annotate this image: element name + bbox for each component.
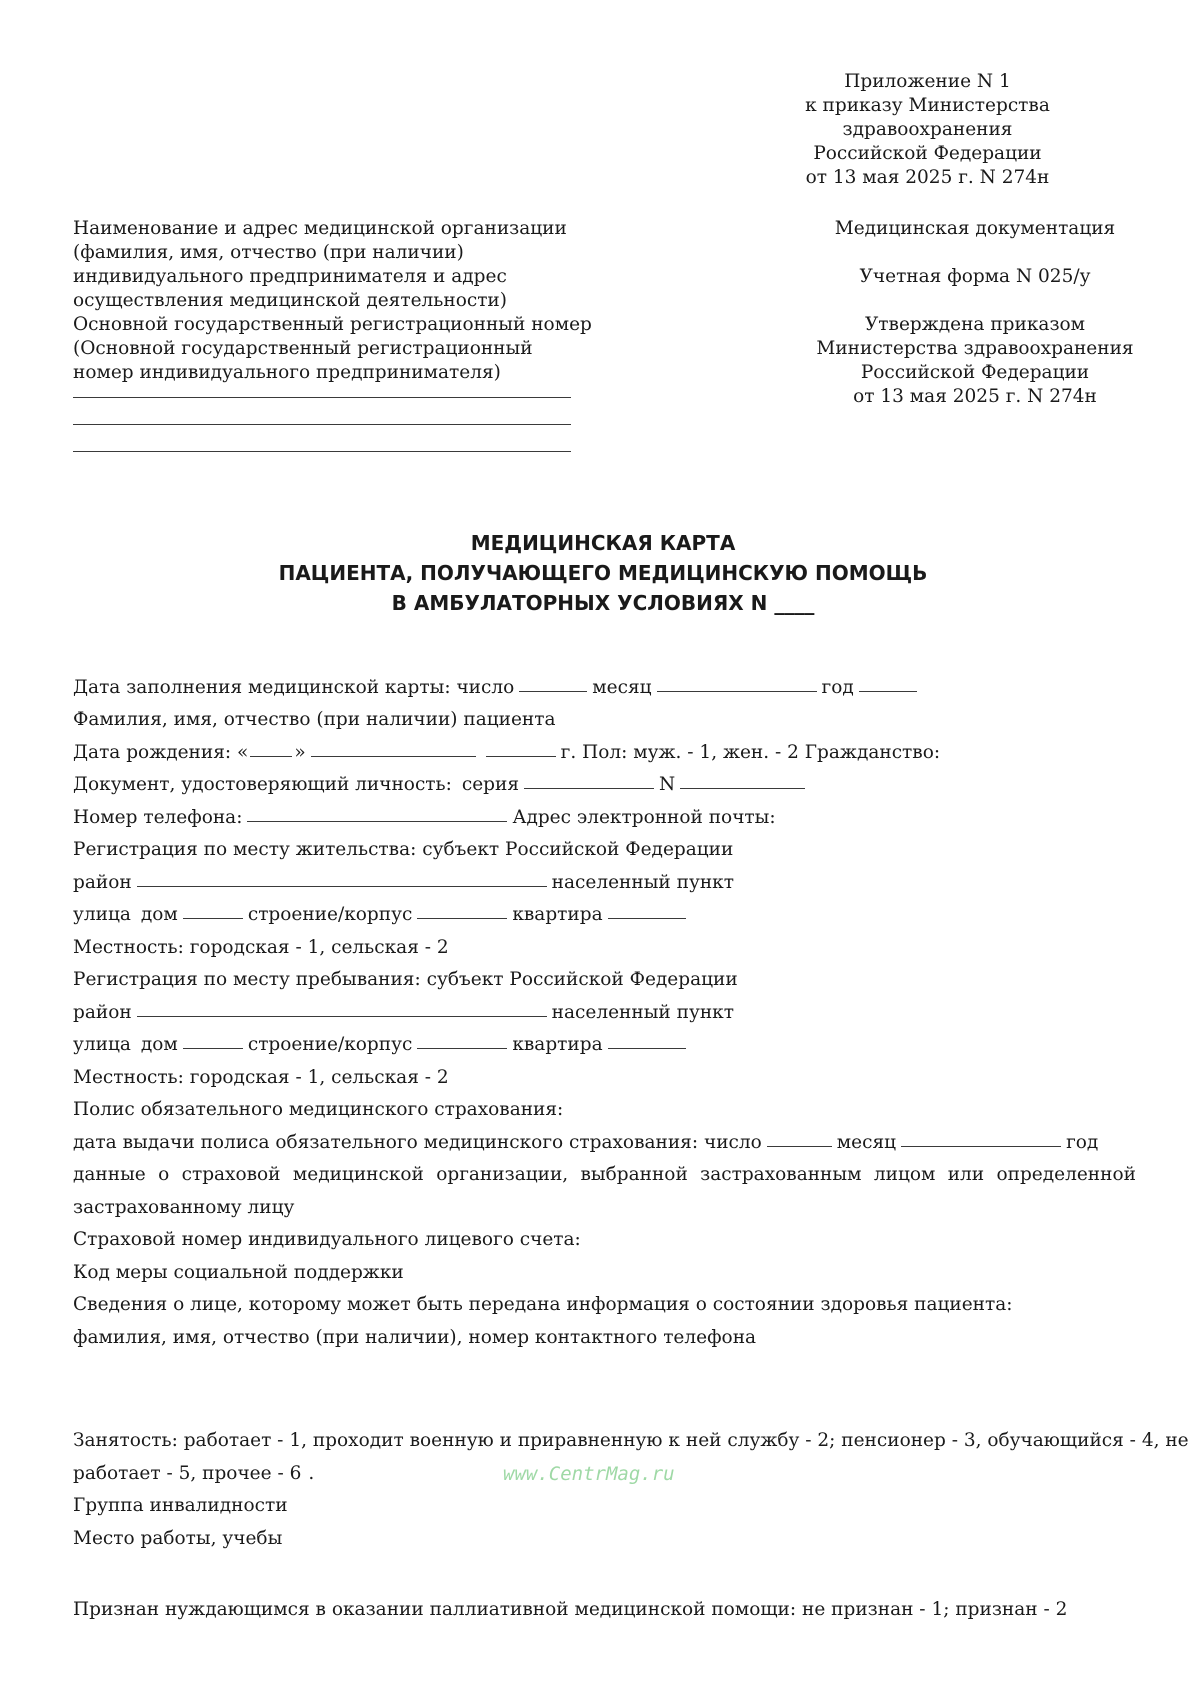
residence-building-field[interactable] <box>417 918 507 919</box>
appendix-line: к приказу Министерства здравоохранения <box>805 95 1050 140</box>
org-label-line: осуществления медицинской деятельности) <box>73 290 507 311</box>
form-row-stay-district <box>73 990 1136 1023</box>
form-row-workplace-extra <box>73 1549 1136 1582</box>
field-label: фамилия, имя, отчество (при наличии), номер контактного телефона <box>73 1326 757 1348</box>
org-blank-line[interactable] <box>73 451 571 452</box>
form-row-fio <box>73 698 1136 731</box>
form-row-fill-date <box>73 665 1136 698</box>
field-label: район <box>73 871 132 893</box>
field-label: год <box>1066 1131 1099 1153</box>
form-row-contact-fio <box>73 1315 1136 1348</box>
field-label: год <box>821 676 854 698</box>
approval-line: Утверждена приказом <box>864 314 1086 335</box>
fill-day-field[interactable] <box>519 691 587 692</box>
form-row-social <box>73 1250 1136 1283</box>
field-label: Сведения о лице, которому может быть передана информация о состоянии здоровья пациента: <box>73 1294 1013 1315</box>
form-row-oms <box>73 1088 1136 1121</box>
appendix-header <box>720 70 1135 190</box>
title-line: В АМБУЛАТОРНЫХ УСЛОВИЯХ N ____ <box>391 591 815 615</box>
org-blank-line[interactable] <box>73 397 571 398</box>
field-label: населенный пункт <box>551 871 734 893</box>
form-row-residence-locality <box>73 925 1136 958</box>
field-label: дом <box>140 904 178 925</box>
form-meta-block <box>800 217 1150 409</box>
birth-year-field[interactable] <box>486 756 556 757</box>
word: организации, <box>436 1164 569 1185</box>
field-label: работает - 5, прочее - 6 <box>73 1462 302 1484</box>
doc-type: Медицинская документация <box>834 218 1116 239</box>
field-label: дата выдачи полиса обязательного медицинского страхования: число <box>73 1131 762 1153</box>
word: или <box>947 1164 985 1185</box>
approval-line: Российской Федерации <box>860 362 1090 383</box>
form-row-birth <box>73 730 1136 763</box>
field-label: Место работы, учебы <box>73 1527 283 1549</box>
appendix-line: от 13 мая 2025 г. N 274н <box>805 167 1050 188</box>
birth-day-field[interactable] <box>250 756 292 757</box>
org-blank-lines <box>73 397 593 452</box>
field-label: месяц <box>592 676 652 698</box>
form-row-contact-info <box>73 1283 1136 1316</box>
form-row-contact-extra-1 <box>73 1348 1136 1381</box>
field-label: Регистрация по месту жительства: субъект Российской Федерации <box>73 839 734 860</box>
field-label: » <box>294 741 306 763</box>
form-row-reg-residence <box>73 828 1136 861</box>
form-row-oms-date <box>73 1120 1136 1153</box>
appendix-line: Приложение N 1 <box>844 71 1011 92</box>
field-label: г. Пол: муж. - 1, жен. - 2 Гражданство: <box>560 741 941 763</box>
field-label: район <box>73 1001 132 1023</box>
fill-year-field[interactable] <box>859 691 917 692</box>
word: страховой <box>181 1164 281 1185</box>
form-row-disability <box>73 1484 1136 1517</box>
field-label: . <box>308 1462 315 1484</box>
birth-month-field[interactable] <box>311 756 476 757</box>
field-label: Дата рождения: « <box>73 741 249 763</box>
field-label: Регистрация по месту пребывания: субъект Российской Федерации <box>73 969 738 990</box>
phone-field[interactable] <box>247 821 507 822</box>
field-label: Группа инвалидности <box>73 1495 288 1516</box>
field-label: серия <box>461 774 519 795</box>
field-label: строение/корпус <box>247 904 413 925</box>
document-title <box>73 528 1133 618</box>
word: выбранной <box>580 1164 688 1185</box>
form-row-reg-stay <box>73 958 1136 991</box>
form-row-insurer <box>73 1153 1136 1186</box>
word: о <box>158 1164 170 1185</box>
appendix-line: Российской Федерации <box>813 143 1042 164</box>
form-row-stay-street <box>73 1023 1136 1056</box>
form-row-residence-district <box>73 860 1136 893</box>
field-label: Местность: городская - 1, сельская - 2 <box>73 1066 449 1088</box>
residence-flat-field[interactable] <box>608 918 686 919</box>
field-label: строение/корпус <box>247 1034 413 1055</box>
title-line: МЕДИЦИНСКАЯ КАРТА <box>470 531 736 555</box>
field-label: Номер телефона: <box>73 806 243 828</box>
field-label: улица <box>73 904 131 925</box>
field-label: населенный пункт <box>551 1001 734 1023</box>
field-label: Адрес электронной почты: <box>512 806 776 828</box>
field-label: Занятость: работает - 1, проходит военную и приравненную к ней службу - 2; пенсионер - 3, обучающийся - 4, не <box>73 1430 1189 1451</box>
field-label: квартира <box>512 904 603 925</box>
form-row-residence-street <box>73 893 1136 926</box>
residence-house-field[interactable] <box>183 918 243 919</box>
org-label-line: (фамилия, имя, отчество (при наличии) <box>73 242 464 263</box>
field-label: Код меры социальной поддержки <box>73 1261 404 1283</box>
field-label: застрахованному лицу <box>73 1196 295 1218</box>
title-line: ПАЦИЕНТА, ПОЛУЧАЮЩЕГО МЕДИЦИНСКУЮ ПОМОЩЬ <box>278 561 928 585</box>
org-blank-line[interactable] <box>73 424 571 425</box>
word: определенной <box>996 1164 1136 1185</box>
fill-month-field[interactable] <box>657 691 817 692</box>
field-label: N <box>659 774 676 795</box>
form-row-snils <box>73 1218 1136 1251</box>
field-label: Местность: городская - 1, сельская - 2 <box>73 936 449 958</box>
field-label: Фамилия, имя, отчество (при наличии) пациента <box>73 709 556 730</box>
organization-block <box>73 217 593 452</box>
org-label-line: номер индивидуального предпринимателя) <box>73 362 501 383</box>
stay-house-field[interactable] <box>183 1048 243 1049</box>
form-row-document <box>73 763 1136 796</box>
word: застрахованным <box>700 1164 862 1185</box>
stay-building-field[interactable] <box>417 1048 507 1049</box>
watermark: www.CentrMag.ru <box>503 1463 675 1485</box>
form-row-contact-extra-2 <box>73 1380 1136 1413</box>
form-row-employment <box>73 1419 1189 1452</box>
field-label: Полис обязательного медицинского страхования: <box>73 1099 564 1120</box>
org-label-line: (Основной государственный регистрационный <box>73 338 533 359</box>
oms-month-field[interactable] <box>901 1146 1061 1147</box>
approval-line: от 13 мая 2025 г. N 274н <box>853 386 1097 407</box>
field-label: Признан нуждающимся в оказании паллиативной медицинской помощи: не признан - 1; признан - 2 <box>73 1598 1068 1620</box>
oms-day-field[interactable] <box>767 1146 832 1147</box>
approval-line: Министерства здравоохранения <box>816 338 1134 359</box>
word: данные <box>73 1164 146 1185</box>
residence-district-field[interactable] <box>137 886 547 887</box>
org-label-line: Наименование и адрес медицинской организации <box>73 218 567 239</box>
form-row-palliative <box>73 1587 1136 1620</box>
org-label-line: Основной государственный регистрационный номер <box>73 314 592 335</box>
form-number: Учетная форма N 025/у <box>859 266 1091 287</box>
field-label: квартира <box>512 1034 603 1055</box>
form-row-workplace <box>73 1516 1136 1549</box>
stay-flat-field[interactable] <box>608 1048 686 1049</box>
field-label: дом <box>140 1034 178 1055</box>
field-label: месяц <box>836 1131 897 1153</box>
doc-number-field[interactable] <box>680 788 805 789</box>
org-label-line: индивидуального предпринимателя и адрес <box>73 266 507 287</box>
field-label: улица <box>73 1034 131 1055</box>
word: медицинской <box>292 1164 424 1185</box>
doc-series-field[interactable] <box>524 788 654 789</box>
field-label: Страховой номер индивидуального лицевого счета: <box>73 1229 581 1250</box>
field-label: Документ, удостоверяющий личность: <box>73 774 452 795</box>
form-row-contacts <box>73 795 1136 828</box>
word: лицом <box>873 1164 936 1185</box>
form-row-stay-locality <box>73 1055 1136 1088</box>
stay-district-field[interactable] <box>137 1016 547 1017</box>
field-label: Дата заполнения медицинской карты: число <box>73 676 515 698</box>
form-row-insurer-2 <box>73 1185 1136 1218</box>
